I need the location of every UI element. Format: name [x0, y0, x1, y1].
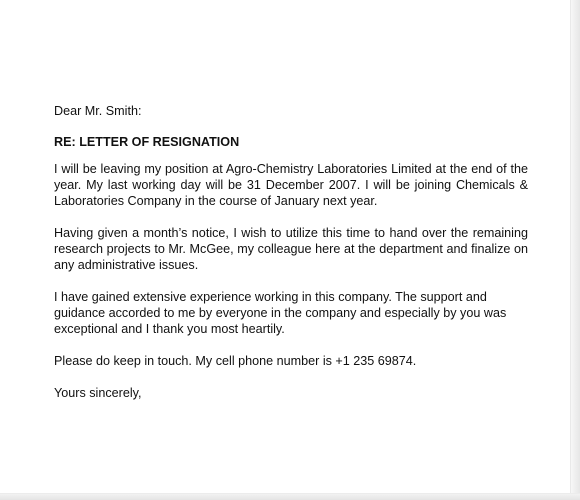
letter-paragraph-1: I will be leaving my position at Agro-Chemistry Laboratories Limited at the end of the year. My last working day will be 31 December 2007. I will be joining Chemicals & Laboratories Company in the course of January next year. [54, 162, 528, 208]
letter-salutation: Dear Mr. Smith: [54, 104, 142, 118]
letter-subject: RE: LETTER OF RESIGNATION [54, 135, 240, 149]
letter-paragraph-4: Please do keep in touch. My cell phone number is +1 235 69874. [54, 354, 417, 368]
page-right-edge [570, 0, 580, 500]
letter-closing: Yours sincerely, [54, 386, 142, 400]
resignation-letter [54, 103, 528, 401]
letter-paragraph-3: I have gained extensive experience working in this company. The support and guidance accorded to me by everyone in the company and especially by you was exceptional and I thank you most heartily. [54, 290, 507, 336]
letter-paragraph-2: Having given a month’s notice, I wish to utilize this time to hand over the remaining research projects to Mr. McGee, my colleague here at the department and finalize on any administrative issues. [54, 226, 528, 272]
page-bottom-edge [0, 493, 580, 500]
